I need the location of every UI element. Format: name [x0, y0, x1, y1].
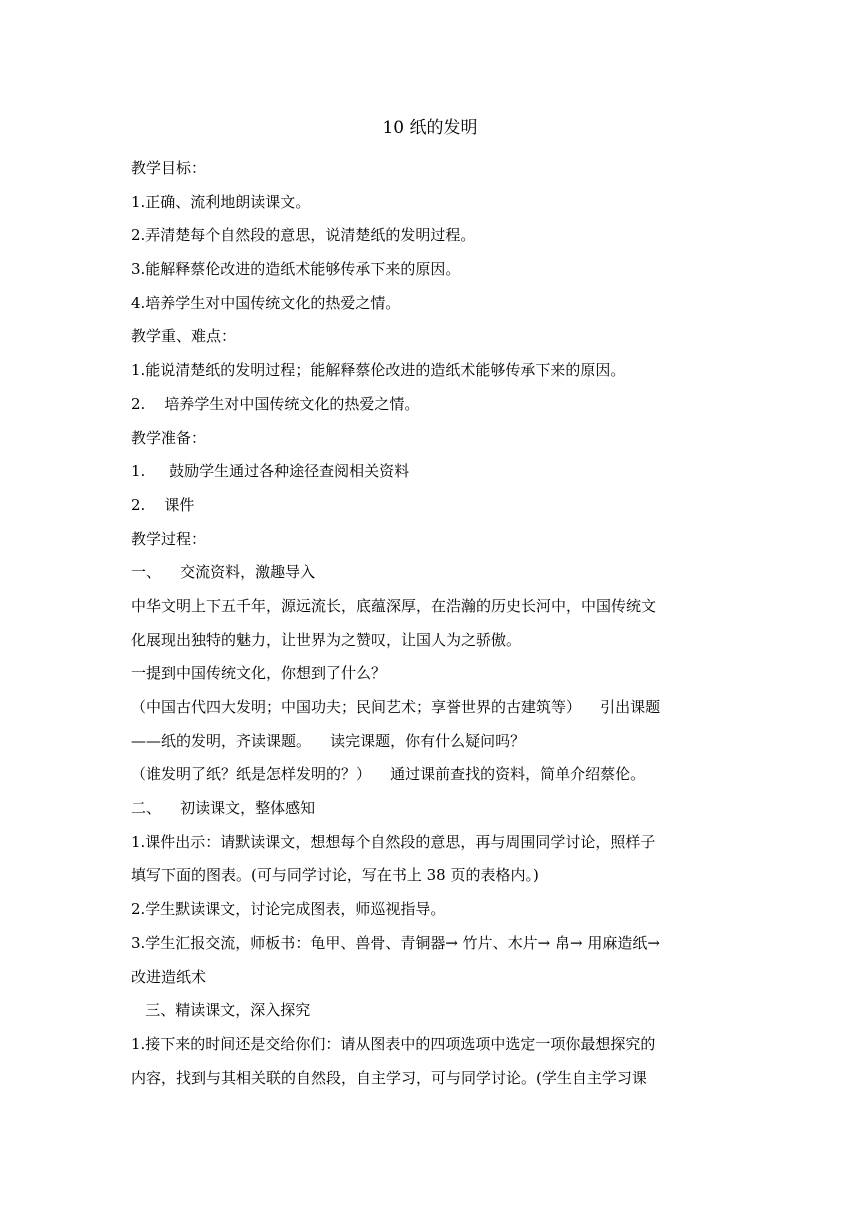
document-body	[131, 152, 731, 1095]
objective-item: 2.弄清楚每个自然段的意思，说清楚纸的发明过程。	[131, 226, 476, 245]
process-step-heading: 二、 初读课文，整体感知	[131, 799, 316, 818]
paragraph-line: 3.学生汇报交流，师板书：龟甲、兽骨、青铜器→ 竹片、木片→ 帛→ 用麻造纸→	[131, 933, 660, 952]
process-step-heading: 一、 交流资料，激趣导入	[131, 563, 316, 582]
paragraph-line: 内容，找到与其相关联的自然段，自主学习，可与同学讨论。(学生自主学习课	[131, 1068, 647, 1087]
process-step-heading: 三、精读课文，深入探究	[131, 1001, 311, 1020]
objective-item: 3.能解释蔡伦改进的造纸术能够传承下来的原因。	[131, 260, 461, 279]
preparation-item: 2. 课件	[131, 495, 195, 514]
paragraph-line: 1.接下来的时间还是交给你们：请从图表中的四项选项中选定一项你最想探究的	[131, 1034, 656, 1053]
paragraph-line: 一提到中国传统文化，你想到了什么？	[131, 664, 387, 683]
paragraph-line: 1.课件出示：请默读课文，想想每个自然段的意思，再与周围同学讨论，照样子	[131, 832, 656, 851]
section-heading-preparation: 教学准备：	[131, 428, 207, 447]
section-heading-objectives: 教学目标：	[131, 159, 207, 177]
document-title: 10 纸的发明	[382, 118, 478, 138]
preparation-item: 1. 鼓励学生通过各种途径查阅相关资料	[131, 462, 410, 481]
section-heading-process: 教学过程：	[131, 529, 207, 548]
objective-item: 1.正确、流利地朗读课文。	[131, 192, 311, 211]
section-heading-key-points: 教学重、难点：	[131, 327, 237, 346]
paragraph-line: （中国古代四大发明；中国功夫；民间艺术；享誉世界的古建筑等） 引出课题	[131, 698, 661, 716]
key-point-item: 1.能说清楚纸的发明过程；能解释蔡伦改进的造纸术能够传承下来的原因。	[131, 361, 626, 380]
paragraph-line: 化展现出独特的魅力，让世界为之赞叹，让国人为之骄傲。	[131, 630, 522, 649]
paragraph-line: 改进造纸术	[131, 967, 207, 986]
paragraph-line: 中华文明上下五千年，源远流长，底蕴深厚，在浩瀚的历史长河中，中国传统文	[131, 596, 657, 615]
key-point-item: 2. 培养学生对中国传统文化的热爱之情。	[131, 394, 420, 413]
paragraph-line: 2.学生默读课文，讨论完成图表，师巡视指导。	[131, 900, 446, 919]
paragraph-line: （谁发明了纸？纸是怎样发明的？） 通过课前查找的资料，简单介绍蔡伦。	[131, 765, 646, 784]
paragraph-line: 填写下面的图表。(可与同学讨论，写在书上 38 页的表格内。)	[131, 866, 539, 885]
objective-item: 4.培养学生对中国传统文化的热爱之情。	[131, 293, 401, 312]
paragraph-line: ——纸的发明，齐读课题。 读完课题，你有什么疑问吗？	[131, 731, 526, 750]
